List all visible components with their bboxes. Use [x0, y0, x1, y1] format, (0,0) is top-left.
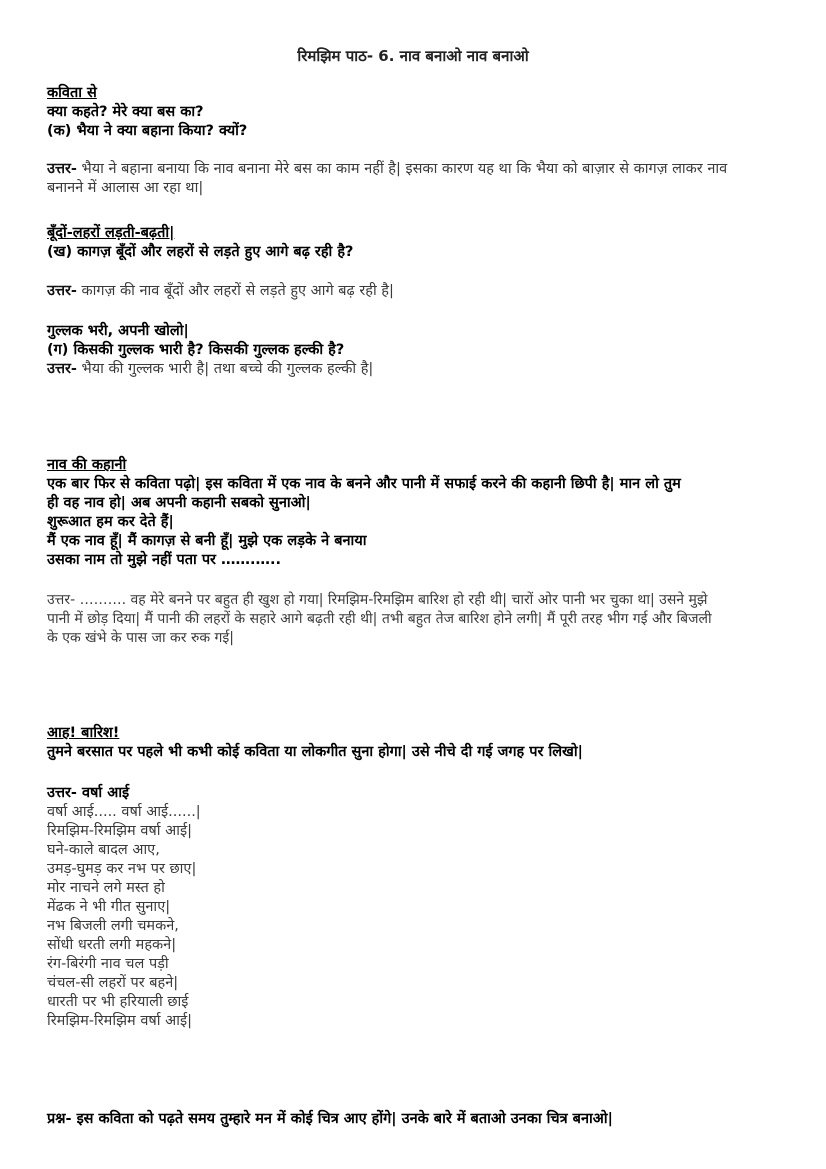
story-line: मैं एक नाव हूँ| मैं कागज़ से बनी हूँ| मुझे एक लड़के ने बनाया — [47, 533, 367, 549]
poem-line: उमड़-घुमड़ कर नभ पर छाए| — [47, 861, 197, 877]
answer-story — [47, 591, 787, 648]
section-final-question — [47, 1110, 787, 1129]
answer-text: के एक खंभे के पास जा कर रुक गई| — [47, 630, 235, 646]
section-kavita-se — [47, 84, 787, 141]
section-heading: कविता से — [47, 85, 97, 101]
answer-text: पानी में छोड़ दिया| मैं पानी की लहरों के सहारे आगे बढ़ती रही थी| तभी बहुत तेज बारिश होने लगी| मैं पूरी तरह भीग गई और बिजली — [47, 611, 712, 627]
poem-line: वर्षा आई..... वर्षा आई......| — [47, 804, 201, 820]
instruction-line: शुरूआत हम कर देते हैं| — [47, 514, 174, 530]
answer-text: भैया की गुल्लक भारी है| तथा बच्चे की गुल्लक हल्की है| — [76, 361, 374, 377]
poem-line: गुल्लक भरी, अपनी खोलो| — [47, 323, 189, 339]
poem-line: मेंढक ने भी गीत सुनाए| — [47, 899, 171, 915]
poem-line: रिमझिम-रिमझिम वर्षा आई| — [47, 1013, 192, 1029]
answer-text: भैया ने बहाना बनाया कि नाव बनाना मेरे बस का काम नहीं है| इसका कारण यह था कि भैया को बाज़ार से कागज़ लाकर नाव — [76, 161, 728, 177]
answer-text: उत्तर- ………. वह मेरे बनने पर बहुत ही खुश हो गया| रिमझिम-रिमझिम बारिश हो रही थी| चारों ओर पानी भर चुका था| उसने मुझे — [47, 592, 708, 608]
question-ka: (क) भैया ने क्या बहाना किया? क्यों? — [47, 123, 248, 139]
question-prashn: प्रश्न- इस कविता को पढ़ते समय तुम्हारे मन में कोई चित्र आए होंगे| उनके बारे में बताओ उनका चित्र बनाओ| — [47, 1111, 613, 1127]
section-heading: आह! बारिश! — [47, 725, 120, 741]
answer-label: उत्तर- — [47, 161, 77, 177]
question-kha: (ख) कागज़ बूँदों और लहरों से लड़ते हुए आगे बढ़ रही है? — [47, 244, 354, 260]
poem-line: बूँदों-लहरों लड़ती-बढ़ती| — [47, 225, 175, 241]
answer-ka — [47, 160, 787, 198]
instruction-line: तुमने बरसात पर पहले भी कभी कोई कविता या लोकगीत सुना होगा| उसे नीचे दी गई जगह पर लिखो| — [47, 744, 583, 760]
page-title: रिमझिम पाठ- 6. नाव बनाओ नाव बनाओ — [297, 47, 529, 65]
poem-line: नभ बिजली लगी चमकने, — [47, 918, 179, 934]
answer-text: कागज़ की नाव बूँदों और लहरों से लड़ते हुए आगे बढ़ रही है| — [76, 283, 394, 299]
story-line: उसका नाम तो मुझे नहीं पता पर …….….. — [47, 552, 282, 568]
section-naav-ki-kahani — [47, 456, 787, 570]
poem-line: धारती पर भी हरियाली छाई — [47, 994, 189, 1010]
instruction-line: एक बार फिर से कविता पढ़ो| इस कविता में एक नाव के बनने और पानी में सफाई करने की कहानी छिपी है| मान लो तुम — [47, 476, 681, 492]
section-boondon — [47, 224, 787, 262]
instruction-line: ही वह नाव हो| अब अपनी कहानी सबको सुनाओ| — [47, 495, 311, 511]
poem-line: चंचल-सी लहरों पर बहने| — [47, 975, 179, 991]
poem-line: सोंधी धरती लगी महकने| — [47, 937, 177, 953]
section-gullak — [47, 322, 787, 379]
question-ga: (ग) किसकी गुल्लक भारी है? किसकी गुल्लक हल्की है? — [47, 342, 345, 358]
section-heading: नाव की कहानी — [47, 457, 127, 473]
answer-poem — [47, 784, 787, 1031]
answer-label: उत्तर- — [47, 361, 77, 377]
poem-line: रिमझिम-रिमझिम वर्षा आई| — [47, 823, 192, 839]
poem-line: क्या कहते? मेरे क्या बस का? — [47, 104, 204, 120]
answer-text: बनानने में आलास आ रहा था| — [47, 180, 204, 196]
poem-line: घने-काले बादल आए, — [47, 842, 160, 858]
poem-line: रंग-बिरंगी नाव चल पड़ी — [47, 956, 169, 972]
section-aah-barish — [47, 724, 787, 762]
answer-label: उत्तर- — [47, 283, 77, 299]
answer-heading: उत्तर- वर्षा आई — [47, 785, 130, 801]
answer-kha — [47, 282, 787, 301]
poem-line: मोर नाचने लगे मस्त हो — [47, 880, 165, 896]
